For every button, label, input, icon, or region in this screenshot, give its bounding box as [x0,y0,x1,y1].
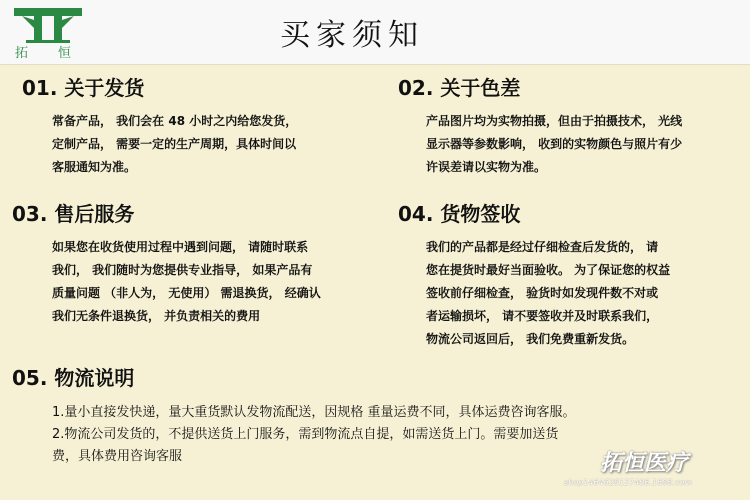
logo-text-right: 恒 [58,46,72,61]
text-line: 费，具体费用咨询客服 [52,449,183,464]
text-line: 常备产品， 我们会在 48 小时之内给您发货， [52,114,298,128]
text-line: 您在提货时最好当面验收。 为了保证您的权益 [426,263,671,277]
text-line: 我们无条件退换货， 并负责相关的费用 [52,309,261,323]
section-body-color-difference [426,110,682,179]
text-line: 显示器等参数影响， 收到的实物颜色与照片有少 [426,137,683,151]
text-line: 如果您在收货使用过程中遇到问题， 请随时联系 [52,240,309,254]
page-title: 买家须知 [280,18,424,53]
section-body-receipt [426,236,670,351]
text-line: 2.物流公司发货的，不提供送货上门服务，需到物流点自提，如需送货上门。需要加送货 [52,427,559,442]
section-title-receipt: 04. 货物签收 [398,202,521,226]
section-title-shipping: 01. 关于发货 [22,76,145,100]
text-line: 许误差请以实物为准。 [426,160,547,174]
text-line: 者运输损坏， 请不要签收并及时联系我们， [426,309,659,323]
shop-watermark [560,444,740,494]
text-line: 物流公司返回后， 我们免费重新发货。 [426,332,635,346]
logo-mark-icon [12,6,84,46]
section-body-after-sales [52,236,321,328]
watermark-url: shop1464628127406.1688.com [564,478,692,487]
text-line: 客服通知为准。 [52,160,137,174]
logo-text-left: 拓 [15,46,29,61]
text-line: 签收前仔细检查， 验货时如发现件数不对或 [426,286,659,300]
text-line: 质量问题 （非人为， 无使用） 需退换货， 经确认 [52,286,321,300]
text-line: 我们， 我们随时为您提供专业指导， 如果产品有 [52,263,313,277]
text-line: 产品图片均为实物拍摄，但由于拍摄技术， 光线 [426,114,683,128]
brand-logo [12,6,84,62]
text-line: 我们的产品都是经过仔细检查后发货的， 请 [426,240,659,254]
section-body-shipping [52,110,297,179]
watermark-brand: 拓恒医疗 [600,451,689,476]
section-body-logistics [52,402,576,468]
section-title-after-sales: 03. 售后服务 [12,202,135,226]
text-line: 1.量小直接发快递，量大重货默认发物流配送，因规格 重量运费不同，具体运费咨询客服。 [52,405,576,420]
section-title-logistics: 05. 物流说明 [12,366,135,390]
text-line: 定制产品， 需要一定的生产周期，具体时间以 [52,137,297,151]
page-header [0,0,750,65]
section-title-color-difference: 02. 关于色差 [398,76,521,100]
